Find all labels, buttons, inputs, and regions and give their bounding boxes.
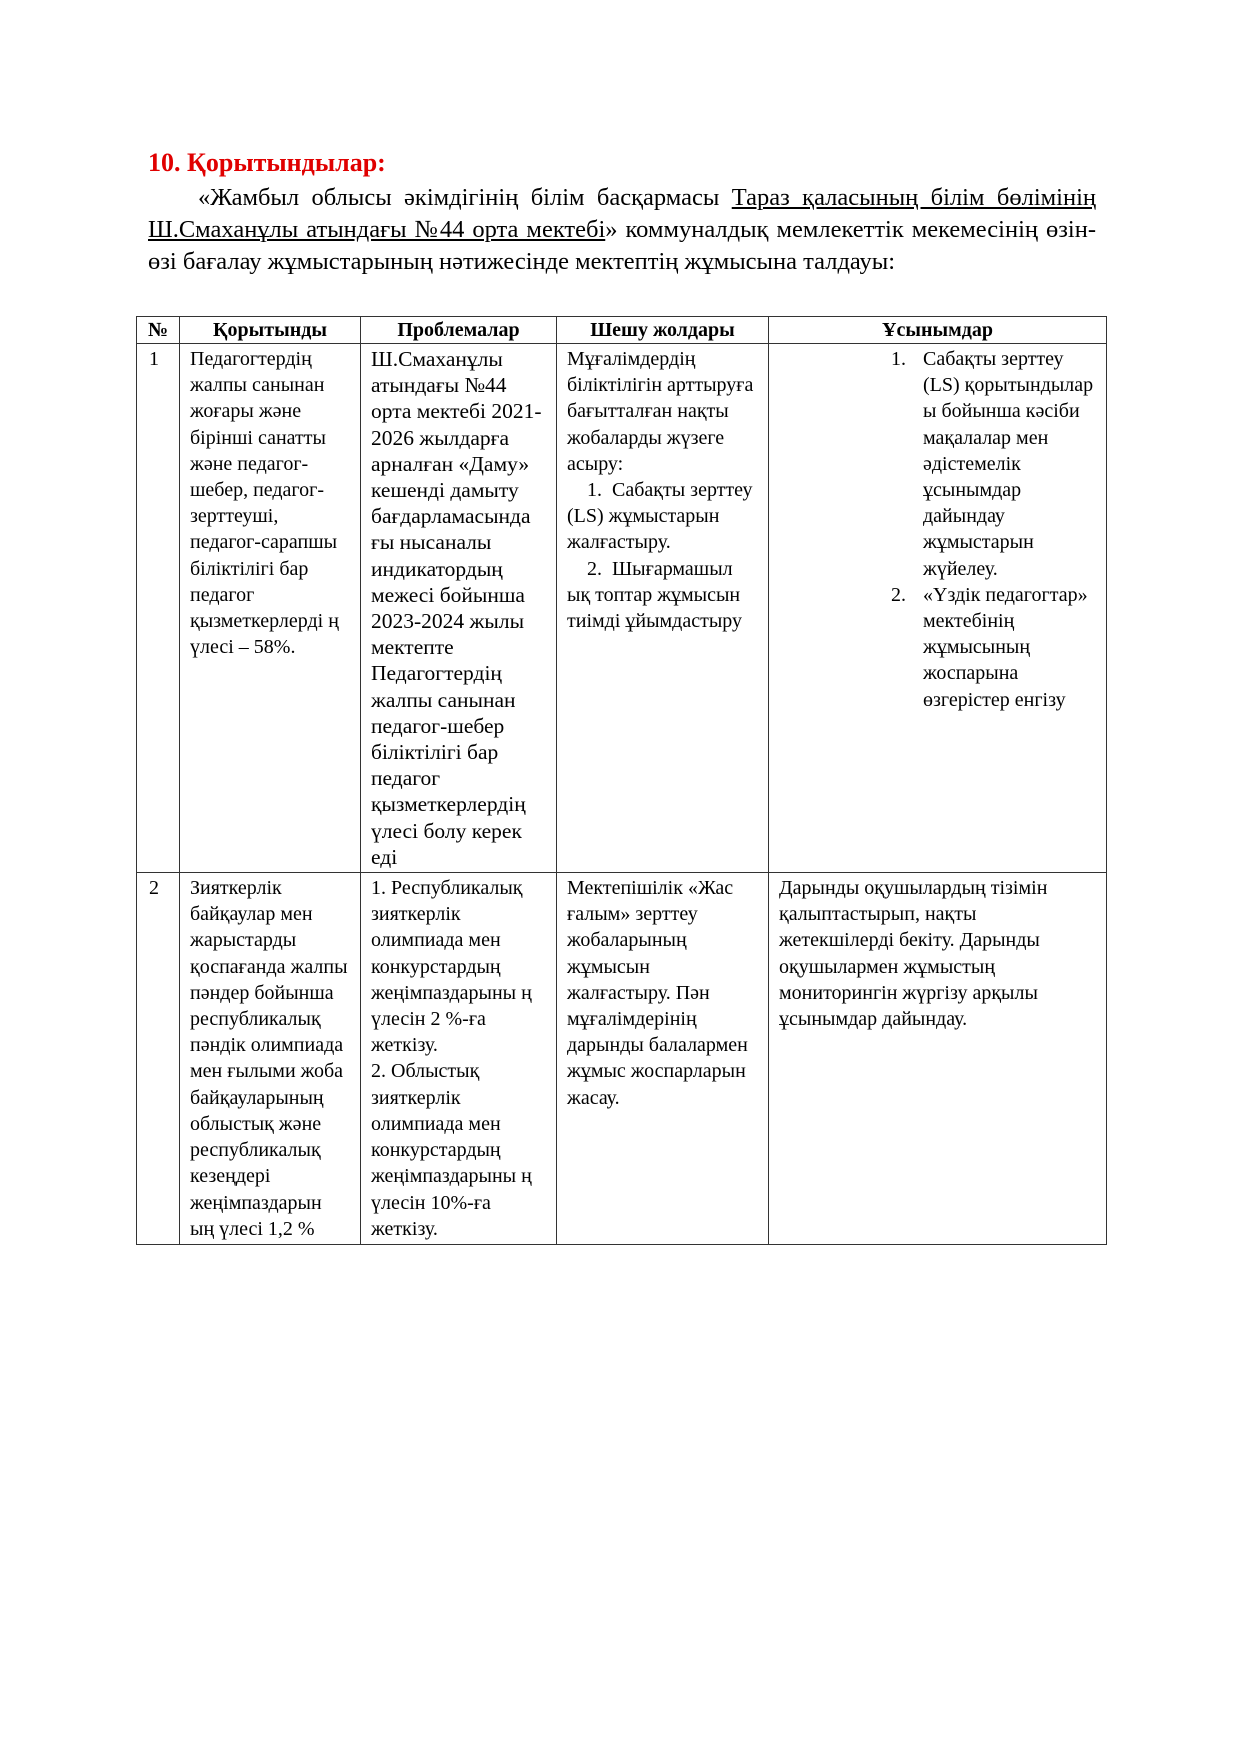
solution-intro: Мұғалімдердің біліктілігін арттыруға бағытталған нақты жобаларды жүзеге асыру: xyxy=(567,348,754,475)
list-item: 2. «Үздік педагогтар» мектебінің жұмысының жоспарына өзгерістер енгізу xyxy=(891,583,1088,711)
section-heading: 10. Қорытындылар: xyxy=(148,148,386,177)
list-item: 2. Шығармашыл ық топтар жұмысын тиімді ұйымдастыру xyxy=(567,557,743,633)
problem-item-1: 1. Республикалық зияткерлік олимпиада мен конкурстардың жеңімпаздарыны ң үлесін 2 %-ға жеткізу. xyxy=(371,877,532,1057)
conclusion-cell: Педагогтердің жалпы санынан жоғары және бірінші санатты және педагог-шебер, педагог-зерттеуші, педагог-сарапшы біліктілігі бар педагог қызметкерлерді ң үлесі – 58%. xyxy=(180,344,361,873)
problem-item-2: 2. Облыстық зияткерлік олимпиада мен конкурстардың жеңімпаздарыны ң үлесін 10%-ға жеткізу. xyxy=(371,1060,532,1240)
recommendation-cell xyxy=(769,344,1107,873)
intro-part1: «Жамбыл облысы әкімдігінің білім басқармасы xyxy=(198,184,732,211)
header-recommendations: Ұсынымдар xyxy=(769,317,1107,344)
intro-paragraph xyxy=(148,182,1096,278)
recommendation-cell: Дарынды оқушылардың тізімін қалыптастырып, нақты жетекшілерді бекіту. Дарынды оқушылармен жұмыстың мониторингін жүргізу арқылы ұсынымдар дайындау. xyxy=(769,873,1107,1245)
header-conclusion: Қорытынды xyxy=(180,317,361,344)
problem-cell: Ш.Смаханұлы атындағы №44 орта мектебі 2021-2026 жылдарға арналған «Даму» кешенді дамыту бағдарламасында ғы нысаналы индикатордың межесі бойынша 2023-2024 жылы мектепте Педагогтердің жалпы санынан педагог-шебер біліктілігі бар педагог қызметкерлердің үлесі болу керек еді xyxy=(361,344,557,873)
intro-part2: » коммуналдық мемлекеттік мекемесінің өзін-өзі бағалау жұмыстарының нәтижесінде мектептің жұмысына талдауы: xyxy=(148,216,1096,275)
table-row xyxy=(137,873,1107,1245)
conclusions-table xyxy=(136,316,1107,1245)
table-header-row xyxy=(137,317,1107,344)
list-item: 1. Сабақты зерттеу (LS) қорытындылар ы бойынша кәсіби мақалалар мен әдістемелік ұсынымдар дайындау жұмыстарын жүйелеу. xyxy=(891,348,1094,580)
intro-underlined: Тараз қаласының білім бөлімінің Ш.Смаханұлы атындағы №44 орта мектебі xyxy=(148,184,1096,243)
problem-cell xyxy=(361,873,557,1245)
table-row xyxy=(137,344,1107,873)
conclusion-cell: Зияткерлік байқаулар мен жарыстарды қоспағанда жалпы пәндер бойынша республикалық пәндік олимпиада мен ғылыми жоба байқауларының облыстық және республикалық кезеңдері жеңімпаздарын ың үлесі 1,2 % xyxy=(180,873,361,1245)
header-number: № xyxy=(137,317,180,344)
recommendation-list xyxy=(779,346,1096,713)
solution-list xyxy=(567,477,758,634)
list-item: 1. Сабақты зерттеу (LS) жұмыстарын жалғастыру. xyxy=(567,479,753,554)
row-number: 2 xyxy=(137,873,180,1245)
header-problems: Проблемалар xyxy=(361,317,557,344)
header-solutions: Шешу жолдары xyxy=(557,317,769,344)
solution-cell xyxy=(557,344,769,873)
row-number: 1 xyxy=(137,344,180,873)
solution-cell: Мектепішілік «Жас ғалым» зерттеу жобаларының жұмысын жалғастыру. Пән мұғалімдерінің дарынды балалармен жұмыс жоспарларын жасау. xyxy=(557,873,769,1245)
